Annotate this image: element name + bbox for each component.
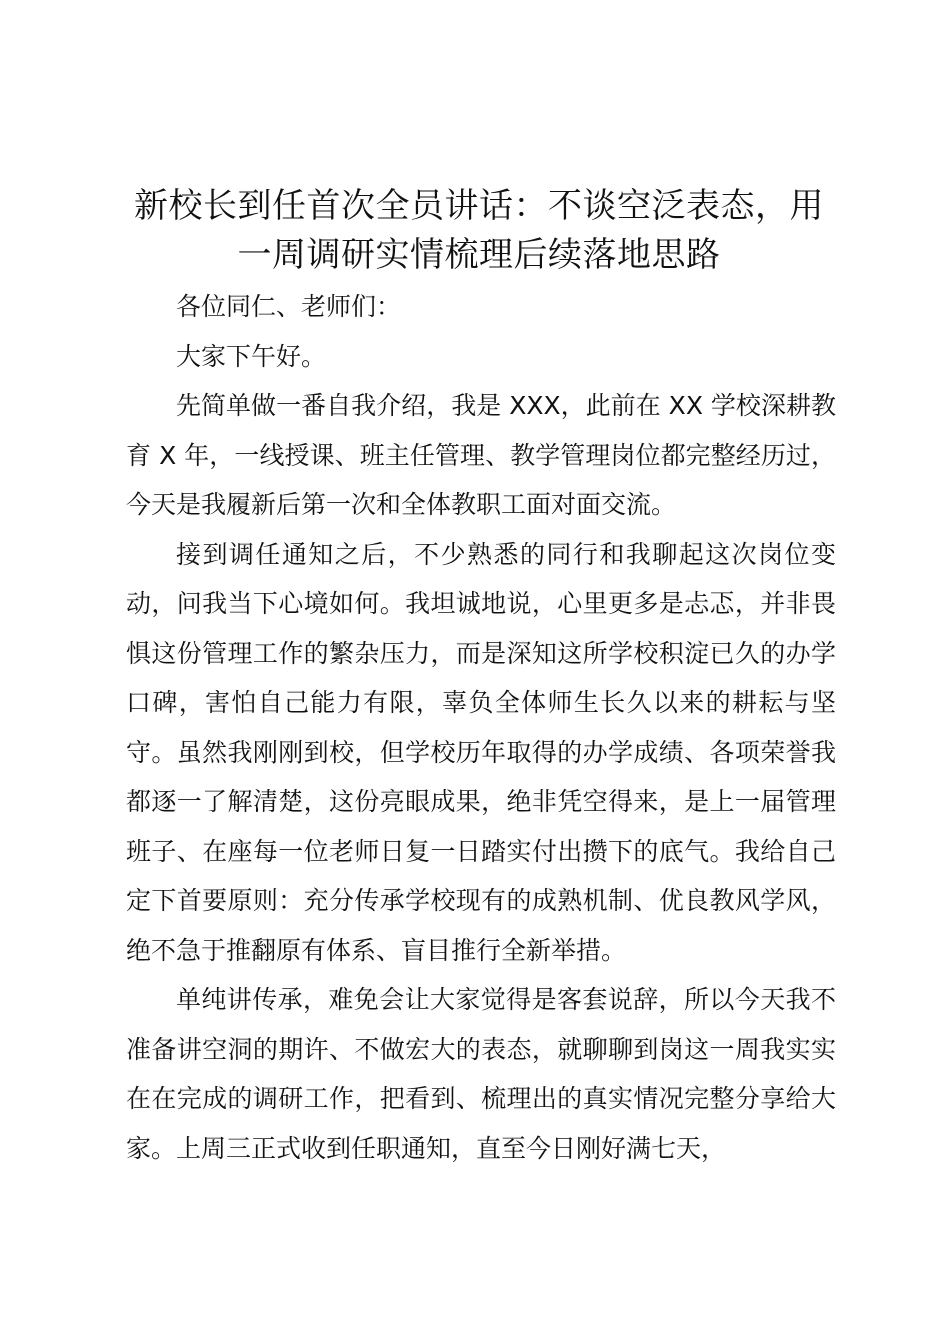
title-line-2: 一周调研实情梳理后续落地思路 (237, 235, 721, 275)
title-line-1: 新校长到任首次全员讲话：不谈空泛表态，用 (134, 186, 824, 226)
introduction-paragraph: 先简单做一番自我介绍，我是 XXX，此前在 XX 学校深耕教育 X 年，一线授课、班主任管理、教学管理岗位都完整经历过，今天是我履新后第一次和全体教职工面对面交流。 (126, 391, 836, 519)
document-title (110, 182, 848, 280)
salutation-paragraph: 各位同仁、老师们： (176, 292, 402, 321)
greeting-paragraph: 大家下午好。 (176, 341, 327, 371)
research-paragraph: 单纯讲传承，难免会让大家觉得是客套说辞，所以今天我不准备讲空洞的期许、不做宏大的表态，就聊聊到岗这一周我实实在在完成的调研工作，把看到、梳理出的真实情况完整分享给大家。上周三正式收到任职通知，直至今日刚好满七天， (126, 985, 836, 1163)
reflection-paragraph: 接到调任通知之后，不少熟悉的同行和我聊起这次岗位变动，问我当下心境如何。我坦诚地说，心里更多是忐忑，并非畏惧这份管理工作的繁杂压力，而是深知这所学校积淀已久的办学口碑，害怕自己能力有限，辜负全体师生长久以来的耕耘与坚守。虽然我刚刚到校，但学校历年取得的办学成绩、各项荣誉我都逐一了解清楚，这份亮眼成果，绝非凭空得来，是上一届管理班子、在座每一位老师日复一日踏实付出攒下的底气。我给自己定下首要原则：充分传承学校现有的成熟机制、优良教风学风，绝不急于推翻原有体系、盲目推行全新举措。 (126, 539, 836, 965)
document-body (126, 282, 836, 1173)
